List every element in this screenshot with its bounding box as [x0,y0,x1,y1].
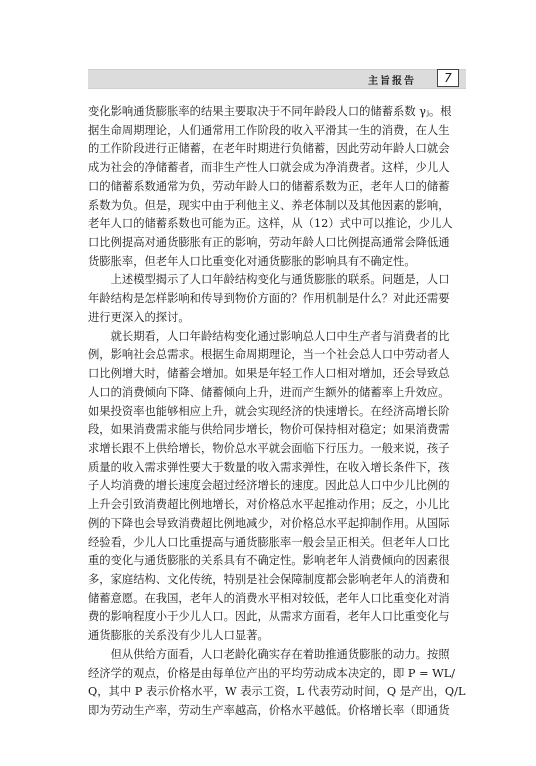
text-line: 就长期看，人口年龄结构变化通过影响总人口中生产者与消费者的比 [110,329,450,343]
text-line: 通货膨胀的关系没有少儿人口显著。 [88,629,269,643]
paragraph [88,103,463,271]
text-line: 质量的收入需求弹性要大于数量的收入需求弹性，在收入增长条件下，孩 [88,460,450,474]
text-line: 即为劳动生产率，劳动生产率越高，价格水平越低。价格增长率（即通货 [88,704,450,717]
text-line: 重的变化与通货膨胀的关系具有不确定性。影响老年人消费倾向的因素很 [88,554,450,568]
text-line: 但从供给方面看，人口老龄化确实存在着助推通货膨胀的动力。按照 [110,647,450,661]
text-line: 经验看，少儿人口比重提高与通货膨胀率一般会呈正相关。但老年人口比 [88,535,450,549]
text-line: 子人均消费的增长速度会超过经济增长的速度。因此总人口中少儿比例的 [88,479,450,493]
text-line: 经济学的观点，价格是由每单位产出的平均劳动成本决定的，即 P = WL/ [88,666,456,680]
running-header-bar [88,69,466,89]
paragraph [88,328,463,646]
text-line: 上述模型揭示了人口年龄结构变化与通货膨胀的联系。问题是，人口 [110,273,450,287]
text-line: 口的储蓄系数通常为负，劳动年龄人口的储蓄系数为正，老年人口的储蓄 [88,179,450,193]
text-line: 人口的消费倾向下降、储蓄倾向上升，进而产生额外的储蓄率上升效应。 [88,385,450,399]
paragraph [88,646,466,721]
page-number: 7 [437,69,459,87]
text-line: 货膨胀率，但老年人口比重变化对通货膨胀的影响具有不确定性。 [88,254,416,268]
text-line: 变化影响通货膨胀率的结果主要取决于不同年龄段人口的储蓄系数 γⱼ。根 [88,105,452,118]
text-line: 据生命周期理论，人们通常用工作阶段的收入平滑其一生的消费，在人生 [88,123,450,137]
text-line: 费的影响程度小于少儿人口。因此，从需求方面看，老年人口比重变化与 [88,610,450,624]
text-line: Q，其中 P 表示价格水平，W 表示工资，L 代表劳动时间，Q 是产出，Q/L [88,685,466,699]
text-line: 求增长跟不上供给增长，物价总水平就会面临下行压力。一般来说，孩子 [88,441,450,455]
text-line: 如果投资率也能够相应上升，就会实现经济的快速增长。在经济高增长阶 [88,404,450,418]
text-line: 例的下降也会导致消费超比例地减少，对价格总水平起抑制作用。从国际 [88,516,450,530]
text-line: 例，影响社会总需求。根据生命周期理论，当一个社会总人口中劳动者人 [88,348,450,362]
text-line: 成为社会的净储蓄者，而非生产性人口就会成为净消费者。这样，少儿人 [88,161,450,175]
text-line: 多，家庭结构、文化传统，特别是社会保障制度都会影响老年人的消费和 [88,572,450,586]
text-line: 进行更深入的探讨。 [88,310,190,324]
text-line: 年龄结构是怎样影响和传导到物价方面的？作用机制是什么？对此还需要 [88,292,450,306]
text-line: 上升会引致消费超比例地增长，对价格总水平起推动作用；反之，小儿比 [88,498,450,512]
text-line: 储蓄意愿。在我国，老年人的消费水平相对较低，老年人口比重变化对消 [88,591,450,605]
paragraph [88,271,463,327]
body-text [88,103,466,721]
text-line: 的工作阶段进行正储蓄，在老年时期进行负储蓄，因此劳动年龄人口就会 [88,142,450,156]
text-line: 口比例提高对通货膨胀有正的影响，劳动年龄人口比例提高通常会降低通 [88,236,450,250]
text-line: 口比例增大时，储蓄会增加。如果是年轻工作人口相对增加，还会导致总 [88,367,450,381]
text-line: 段，如果消费需求能与供给同步增长，物价可保持相对稳定；如果消费需 [88,423,450,437]
section-title: 主旨报告 [368,76,416,87]
text-line: 老年人口的储蓄系数也可能为正。这样，从（12）式中可以推论，少儿人 [88,217,453,231]
text-line: 系数为负。但是，现实中由于利他主义、养老体制以及其他因素的影响， [88,198,450,212]
